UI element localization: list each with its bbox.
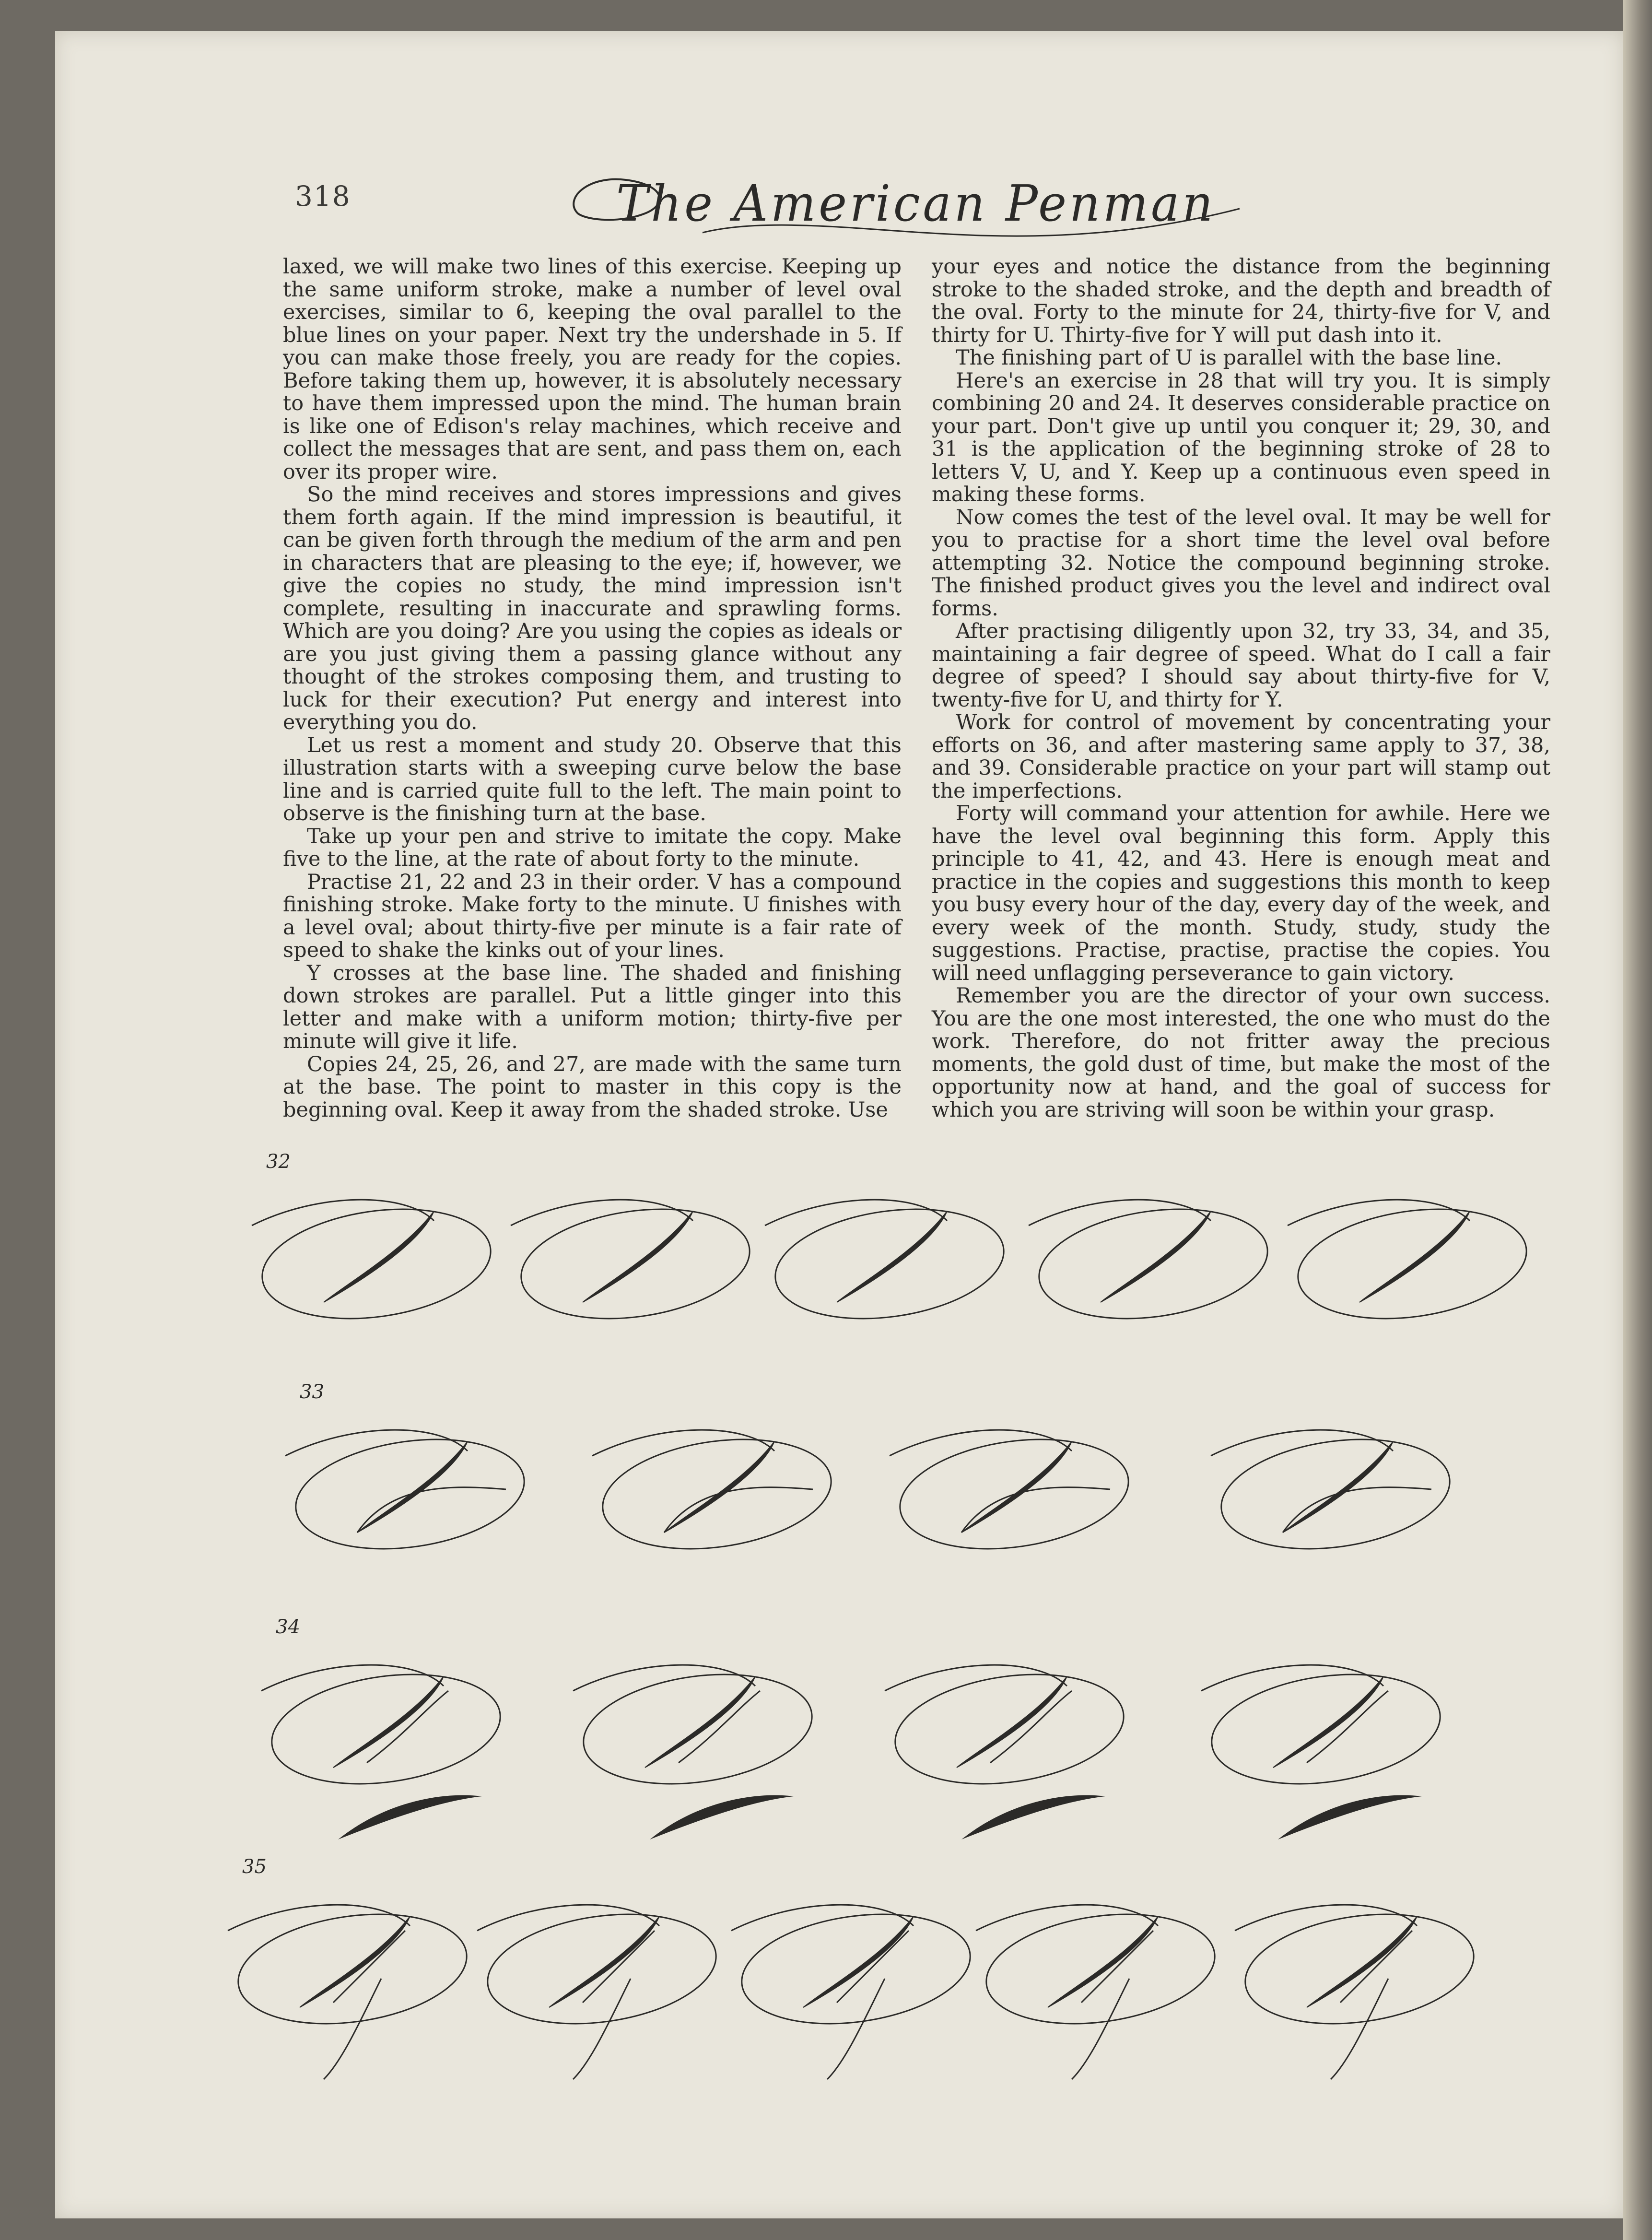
page-number: 318 bbox=[295, 180, 351, 212]
copy-specimen bbox=[285, 1426, 531, 1563]
copy-specimen bbox=[261, 1661, 507, 1839]
copy-specimen bbox=[976, 1901, 1222, 2079]
scan-page-edge bbox=[1623, 0, 1652, 2240]
penmanship-plates bbox=[242, 1151, 1594, 2156]
copy-specimen bbox=[252, 1196, 498, 1332]
plate-number: 33 bbox=[300, 1381, 324, 1403]
copy-specimen bbox=[731, 1901, 977, 2079]
copy-specimen bbox=[511, 1196, 757, 1332]
magazine-page bbox=[55, 31, 1623, 2218]
copy-specimen bbox=[1235, 1901, 1481, 2079]
copy-specimen bbox=[1211, 1426, 1457, 1563]
paragraph: So the mind receives and stores impressions and gives them forth again. If the mind impression is beautiful, it can be given forth through the medium of the arm and pen in characters that are pleasing to the eye; if, however, we give the copies no study, the mind impression isn't complete, resulting in inaccurate and sprawling forms. Which are you doing? Are you using the copies as ideals or are you just giving them a passing glance without any thought of the strokes composing them, and trusting to luck for their execution? Put energy and interest into everything you do. bbox=[283, 483, 902, 734]
paragraph: Copies 24, 25, 26, and 27, are made with the same turn at the base. The point to master in this copy is the beginning oval. Keep it away from the shaded stroke. Use bbox=[283, 1052, 902, 1122]
copy-specimen bbox=[592, 1426, 838, 1563]
copy-specimen bbox=[228, 1901, 474, 2079]
copy-specimen bbox=[1288, 1196, 1534, 1332]
paragraph: Let us rest a moment and study 20. Observe that this illustration starts with a sweeping curve below the base line and is carried quite full to the left. The main point to observe is the finishing turn at the base. bbox=[283, 733, 902, 825]
paragraph: Practise 21, 22 and 23 in their order. V has a compound finishing stroke. Make forty to the minute. U finishes with a level oval; about thirty-five per minute is a fair rate of speed to shake the kinks out of your lines. bbox=[283, 870, 902, 962]
copy-specimen bbox=[765, 1196, 1011, 1332]
paragraph: The finishing part of U is parallel with the base line. bbox=[956, 346, 1502, 370]
article-left-column bbox=[283, 256, 902, 1121]
paragraph: Y crosses at the base line. The shaded and finishing down strokes are parallel. Put a little ginger into this letter and make with a uniform motion; thirty-five per minute will give it life. bbox=[283, 961, 902, 1053]
copy-specimen bbox=[890, 1426, 1136, 1563]
plate-number: 34 bbox=[276, 1616, 300, 1638]
copy-specimen bbox=[477, 1901, 723, 2079]
paragraph: After practising diligently upon 32, try 33, 34, and 35, maintaining a fair degree of speed. What do I call a fair degree of speed? I should say about thirty-five for V, twenty-five for U, and thirty for Y. bbox=[932, 619, 1550, 712]
paragraph: Forty will command your attention for awhile. Here we have the level oval beginning this form. Apply this principle to 41, 42, and 43. Here is enough meat and practice in the copies and suggestions this month to keep you busy every hour of the day, every day of the week, and every week of the month. Study, study, study the suggestions. Practise, practise, practise the copies. You will need unflagging perseverance to gain victory. bbox=[932, 802, 1550, 985]
paragraph: your eyes and notice the distance from the beginning stroke to the shaded stroke, and the depth and breadth of the oval. Forty to the minute for 24, thirty-five for V, and thirty for U. Thirty-five for Y will put dash into it. bbox=[932, 255, 1550, 347]
copy-specimen bbox=[573, 1661, 819, 1839]
copy-specimen bbox=[1201, 1661, 1447, 1839]
paragraph: Now comes the test of the level oval. It may be well for you to practise for a short time the level oval before attempting 32. Notice the compound beginning stroke. The finished product gives you the level and indirect oval forms. bbox=[932, 505, 1550, 621]
plate-number: 32 bbox=[266, 1151, 291, 1173]
article-right-column bbox=[932, 256, 1550, 1121]
copy-specimen bbox=[1029, 1196, 1275, 1332]
paragraph: laxed, we will make two lines of this exercise. Keeping up the same uniform stroke, make a number of level oval exercises, similar to 6, keeping the oval parallel to the blue lines on your paper. Next try the undershade in 5. If you can make those freely, you are ready for the copies. Before taking them up, however, it is absolutely necessary to have them impressed upon the mind. The human brain is like one of Edison's relay machines, which receive and collect the messages that are sent, and pass them on, each over its proper wire. bbox=[283, 255, 902, 484]
paragraph: Remember you are the director of your own success. You are the one most interested, the one who must do the work. Therefore, do not fritter away the precious moments, the gold dust of time, but make the most of the opportunity now at hand, and the goal of success for which you are striving will soon be within your grasp. bbox=[932, 984, 1550, 1122]
paragraph: Work for control of movement by concentrating your efforts on 36, and after mastering same apply to 37, 38, and 39. Considerable practice on your part will stamp out the imperfections. bbox=[932, 710, 1550, 803]
masthead-text: The American Penman bbox=[616, 174, 1216, 233]
masthead-title bbox=[559, 161, 1278, 252]
plate-number: 35 bbox=[242, 1856, 267, 1878]
paragraph: Here's an exercise in 28 that will try you. It is simply combining 20 and 24. It deserves considerable practice on your part. Don't give up until you conquer it; 29, 30, and 31 is the application of the beginning stroke of 28 to letters V, U, and Y. Keep up a continuous even speed in making these forms. bbox=[932, 368, 1550, 507]
paragraph: Take up your pen and strive to imitate the copy. Make five to the line, at the rate of about forty to the minute. bbox=[283, 824, 902, 871]
copy-specimen bbox=[885, 1661, 1131, 1839]
